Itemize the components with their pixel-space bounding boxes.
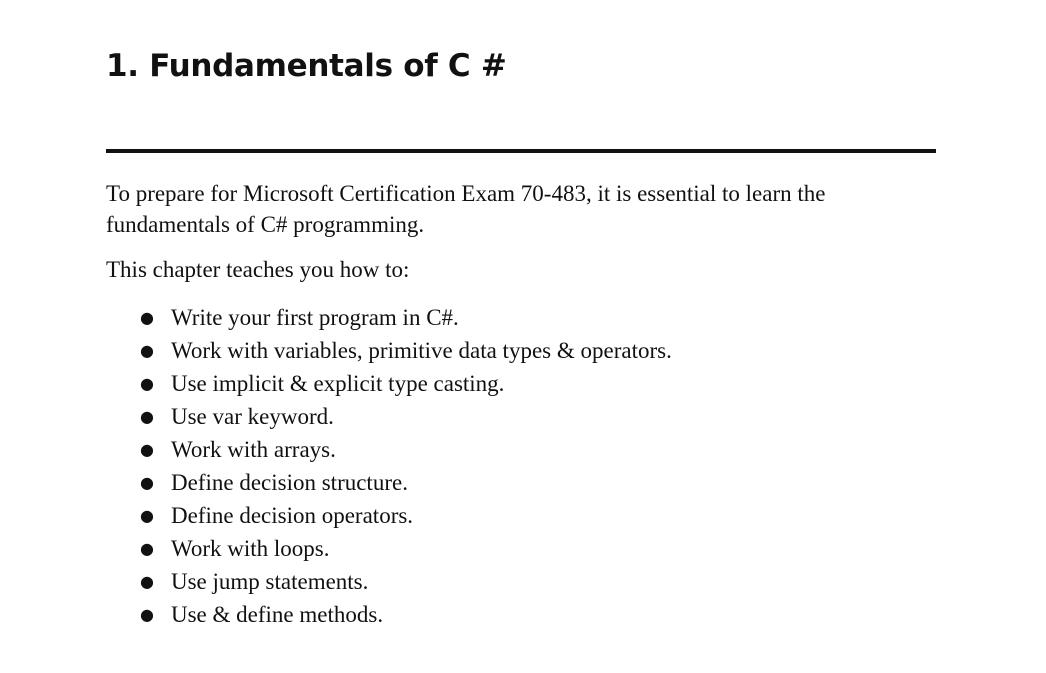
objective-item <box>106 532 946 565</box>
objective-item <box>106 499 946 532</box>
objective-text: Define decision operators. <box>171 503 414 528</box>
objective-text: Use implicit & explicit type casting. <box>171 371 505 396</box>
bullet-icon: ● <box>140 374 154 393</box>
objective-item <box>106 466 946 499</box>
objective-text: Define decision structure. <box>171 470 408 495</box>
objectives-lead-text: This chapter teaches you how to: <box>106 257 410 282</box>
chapter-title: 1. Fundamentals of C # <box>106 48 507 84</box>
intro-paragraph: To prepare for Microsoft Certification Exam 70-483, it is essential to learn the fundamentals of C# programming. <box>106 181 826 237</box>
objectives-list <box>106 301 946 631</box>
bullet-icon: ● <box>140 506 154 525</box>
bullet-icon: ● <box>140 308 154 327</box>
objective-text: Work with arrays. <box>171 437 336 462</box>
objective-text: Use jump statements. <box>171 569 369 594</box>
bullet-icon: ● <box>140 605 154 624</box>
objective-text: Work with variables, primitive data types & operators. <box>171 338 672 363</box>
objective-item <box>106 301 946 334</box>
bullet-icon: ● <box>140 407 154 426</box>
bullet-icon: ● <box>140 572 154 591</box>
objective-text: Work with loops. <box>171 536 330 561</box>
bullet-icon: ● <box>140 440 154 459</box>
objective-item <box>106 334 946 367</box>
bullet-icon: ● <box>140 341 154 360</box>
objective-text: Write your first program in C#. <box>171 305 459 330</box>
bullet-icon: ● <box>140 473 154 492</box>
chapter-body <box>106 178 946 631</box>
objective-item <box>106 433 946 466</box>
objective-text: Use var keyword. <box>171 404 334 429</box>
objective-item <box>106 400 946 433</box>
objective-text: Use & define methods. <box>171 602 384 627</box>
objective-item <box>106 598 946 631</box>
title-underline-rule <box>106 149 936 153</box>
objective-item <box>106 565 946 598</box>
objective-item <box>106 367 946 400</box>
bullet-icon: ● <box>140 539 154 558</box>
